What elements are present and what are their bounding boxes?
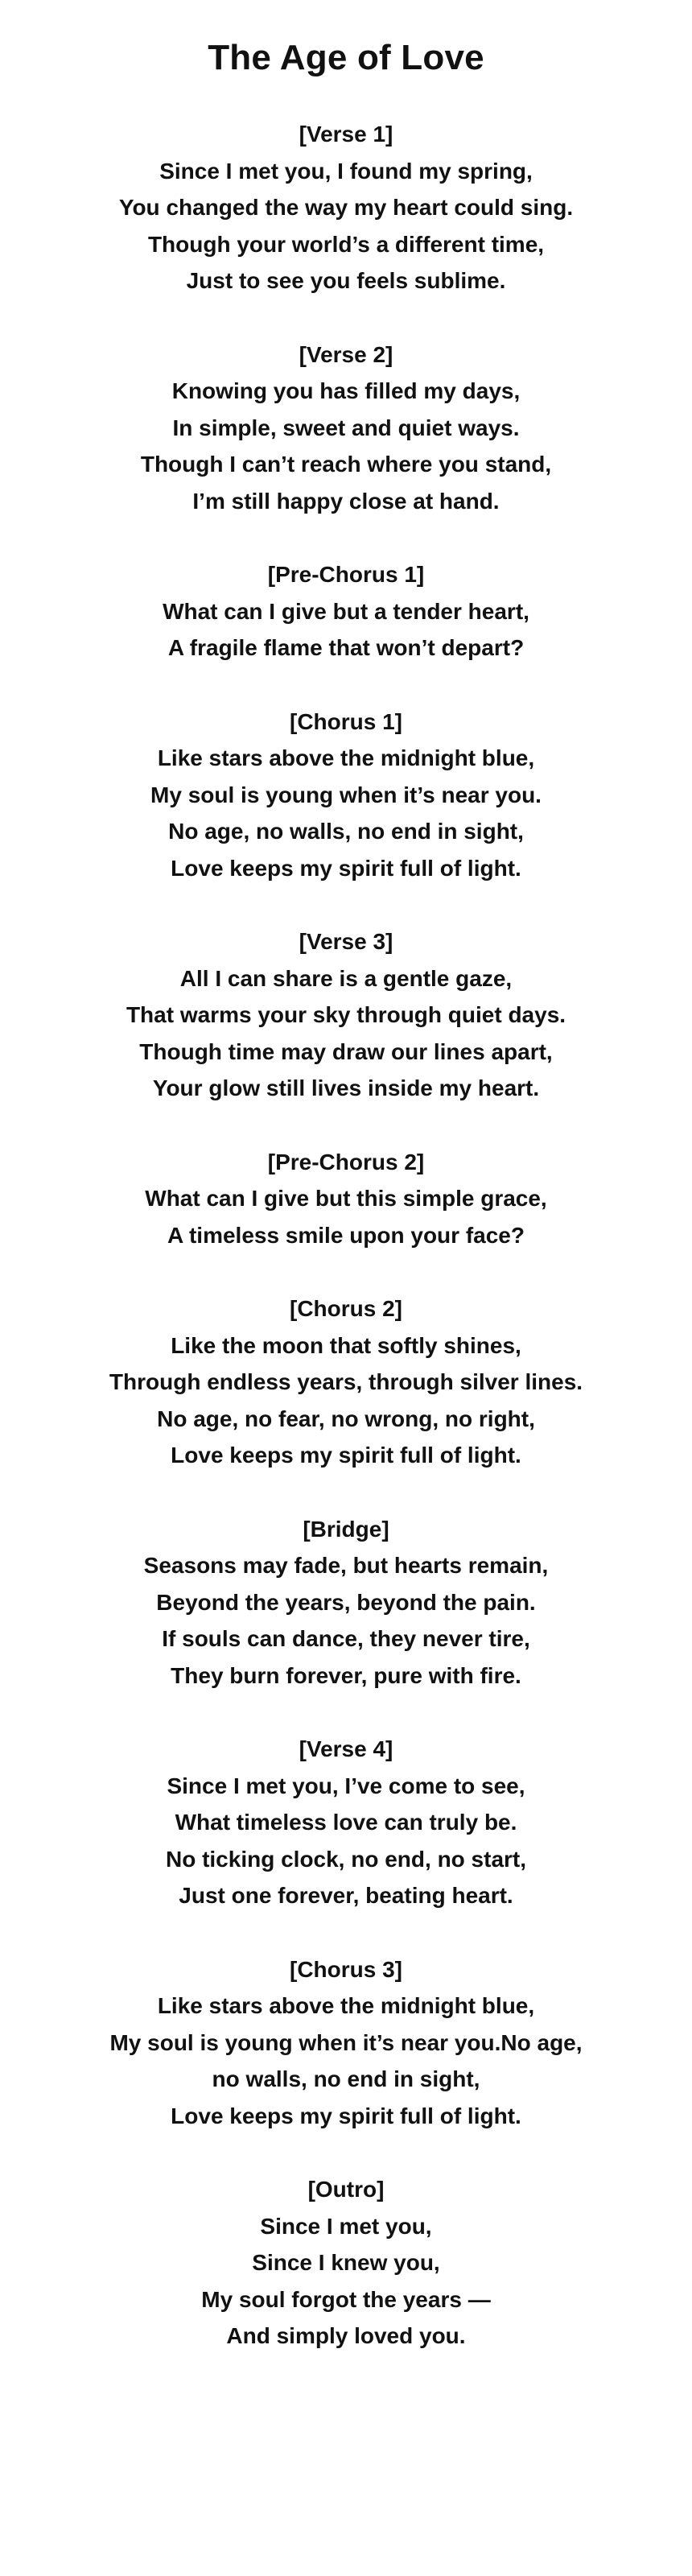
section-label: [Chorus 3]	[290, 1956, 402, 1982]
lyric-line: no walls, no end in sight,	[212, 2066, 480, 2091]
page-title: The Age of Love	[208, 38, 484, 77]
lyric-line: That warms your sky through quiet days.	[126, 1002, 566, 1027]
lyric-line: What timeless love can truly be.	[175, 1810, 517, 1835]
lyric-line: Since I met you, I found my spring,	[159, 158, 533, 184]
lyric-line: Though time may draw our lines apart,	[139, 1038, 553, 1064]
lyric-section	[40, 1731, 652, 1914]
lyric-line: Love keeps my spirit full of light.	[171, 855, 521, 881]
lyric-line: Knowing you has filled my days,	[171, 378, 521, 403]
lyric-line: If souls can dance, they never tire,	[162, 1626, 530, 1651]
lyric-line: Beyond the years, beyond the pain.	[156, 1589, 536, 1615]
section-label: [Chorus 1]	[290, 708, 402, 734]
lyric-line: All I can share is a gentle gaze,	[179, 965, 513, 991]
lyric-line: Just to see you feels sublime.	[186, 268, 506, 293]
lyric-line: In simple, sweet and quiet ways.	[172, 415, 520, 440]
lyric-line: No ticking clock, no end, no start,	[165, 1846, 527, 1872]
section-label: [Bridge]	[303, 1516, 389, 1542]
lyric-line: Like stars above the midnight blue,	[157, 745, 535, 770]
lyric-line: A fragile flame that won’t depart?	[167, 635, 525, 660]
section-label: [Verse 4]	[299, 1736, 393, 1761]
lyric-section	[40, 336, 652, 520]
lyric-section	[40, 2171, 652, 2355]
lyric-line: And simply loved you.	[226, 2323, 466, 2348]
lyric-line: Through endless years, through silver lines.	[109, 1369, 583, 1394]
lyric-line: Since I knew you,	[252, 2250, 440, 2275]
lyric-section	[40, 1144, 652, 1254]
lyric-line: They burn forever, pure with fire.	[171, 1662, 521, 1688]
lyric-line: Like the moon that softly shines,	[171, 1332, 521, 1358]
lyric-line: What can I give but a tender heart,	[163, 598, 529, 624]
section-label: [Outro]	[307, 2177, 385, 2202]
lyric-section	[40, 704, 652, 887]
lyric-line: Your glow still lives inside my heart.	[152, 1075, 540, 1100]
lyric-line: Though I can’t reach where you stand,	[140, 452, 552, 477]
lyric-line: Since I met you,	[260, 2213, 432, 2239]
lyric-line: You changed the way my heart could sing.	[118, 195, 574, 220]
lyric-section	[40, 923, 652, 1107]
lyrics-body	[40, 116, 652, 2355]
lyric-line: My soul is young when it’s near you.	[150, 782, 542, 807]
lyric-line: Love keeps my spirit full of light.	[171, 2103, 521, 2128]
section-label: [Verse 3]	[299, 929, 393, 954]
lyric-section	[40, 1951, 652, 2135]
lyric-line: Since I met you, I’ve come to see,	[167, 1773, 525, 1798]
lyric-line: Seasons may fade, but hearts remain,	[143, 1553, 549, 1578]
lyric-line: No age, no walls, no end in sight,	[168, 819, 524, 844]
section-label: [Chorus 2]	[290, 1296, 402, 1321]
lyric-line: Just one forever, beating heart.	[179, 1883, 513, 1908]
lyric-line: I’m still happy close at hand.	[192, 488, 500, 514]
section-label: [Verse 2]	[299, 341, 393, 367]
section-label: [Verse 1]	[299, 122, 393, 147]
section-label: [Pre-Chorus 1]	[267, 562, 425, 587]
lyric-line: What can I give but this simple grace,	[145, 1186, 547, 1211]
lyric-line: Love keeps my spirit full of light.	[171, 1443, 521, 1468]
section-label: [Pre-Chorus 2]	[267, 1149, 425, 1174]
lyric-section	[40, 116, 652, 299]
lyric-section	[40, 1290, 652, 1474]
lyric-line: A timeless smile upon your face?	[167, 1222, 525, 1248]
lyric-line: My soul is young when it’s near you.No age,	[109, 2029, 583, 2055]
lyric-line: No age, no fear, no wrong, no right,	[157, 1406, 535, 1431]
lyric-section	[40, 556, 652, 667]
lyric-section	[40, 1511, 652, 1695]
lyric-line: My soul forgot the years —	[201, 2286, 491, 2312]
lyric-line: Like stars above the midnight blue,	[157, 1993, 535, 2018]
lyric-line: Though your world’s a different time,	[147, 231, 545, 257]
